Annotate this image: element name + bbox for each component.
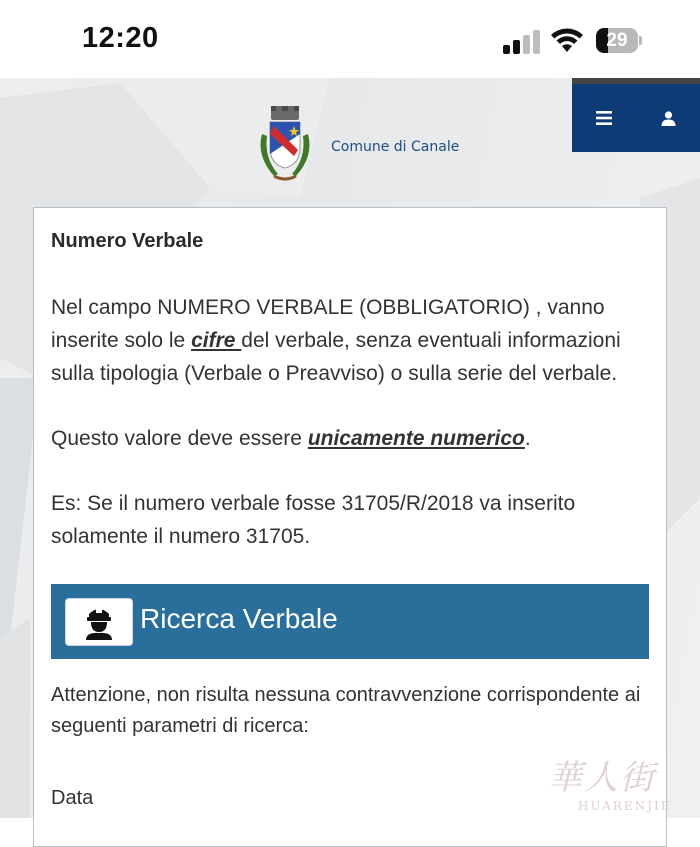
police-officer-icon [65,598,133,646]
status-time: 12:20 [82,22,159,54]
watermark-logo [548,750,698,813]
example-paragraph: Es: Se il numero verbale fosse 31705/R/2018 va inserito solamente il numero 31705. [51,492,576,548]
watermark-chinese: 華人街 [548,758,656,798]
status-bar [0,0,700,78]
instruction-text-end: del verbale, senza eventuali informazioni sulla tipologia (Verbale o Preavviso) o sulla serie del verbale. [51,329,621,385]
ricerca-verbale-header [51,584,649,659]
numeric-note-start: Questo valore deve essere [51,427,308,450]
hamburger-menu-button[interactable] [572,84,636,152]
battery-icon [596,28,642,53]
instruction-paragraph [51,291,651,390]
user-icon [661,111,676,126]
data-label: Data [51,787,94,809]
hamburger-menu-icon [596,111,612,125]
signal-icon [503,30,541,54]
battery-level: 29 [606,30,628,51]
instruction-emphasis: cifre [191,329,242,352]
card-title: Numero Verbale [51,230,204,252]
instruction-text-start: Nel campo NUMERO VERBALE (OBBLIGATORIO) , vanno inserite solo le [51,296,605,352]
numeric-note-emphasis: unicamente numerico [307,427,525,450]
comune-crest-icon [254,104,316,186]
watermark-latin: HUARENJIE [578,799,672,813]
site-name[interactable]: Comune di Canale [331,139,460,155]
wifi-icon [550,27,584,53]
user-account-button[interactable] [636,84,700,152]
numeric-note-paragraph [51,422,651,455]
numeric-note-end: . [524,427,531,450]
header-menu-bar [572,78,700,152]
ricerca-verbale-title: Ricerca Verbale [140,603,338,634]
no-results-message: Attenzione, non risulta nessuna contravvenzione corrispondente ai seguenti parametri di ricerca: [51,684,641,737]
